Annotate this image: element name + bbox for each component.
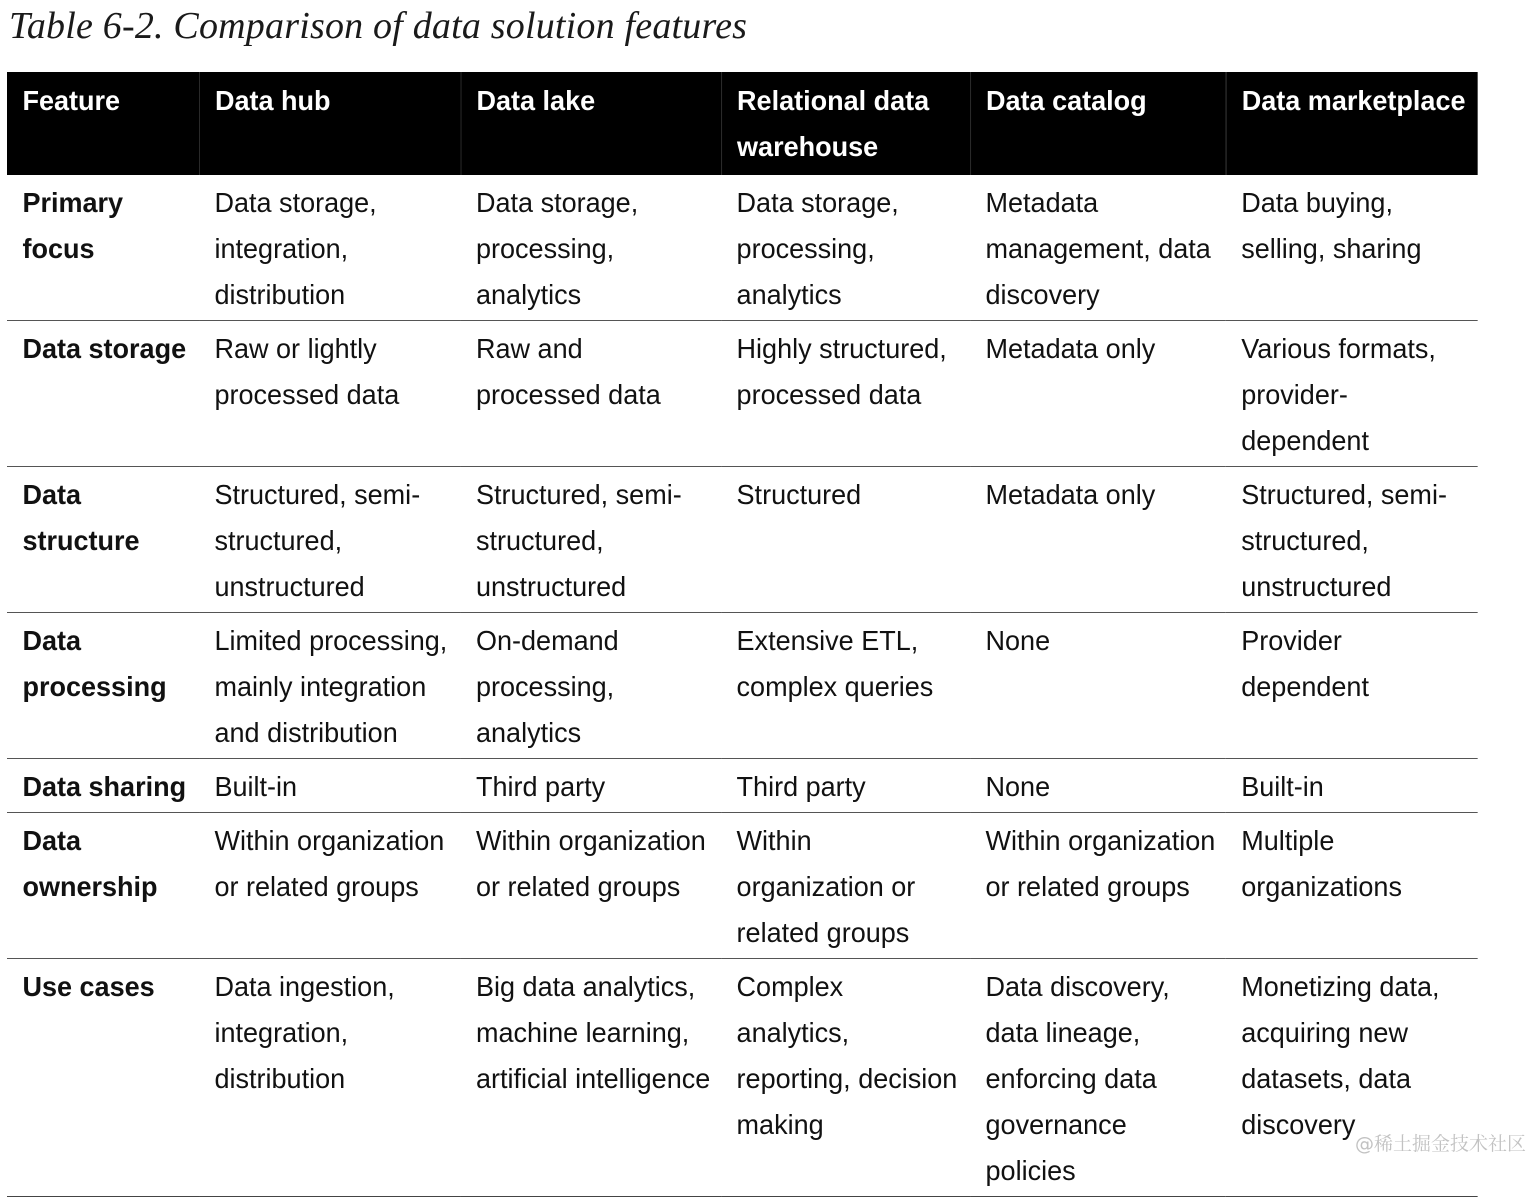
- table-cell: Multiple organizations: [1226, 813, 1478, 959]
- row-label: Data storage: [7, 321, 199, 467]
- table-cell: Structured: [721, 467, 970, 613]
- header-data-lake: Data lake: [461, 72, 722, 175]
- table-cell: Big data analytics, machine learning, artificial intelligence: [461, 959, 722, 1197]
- header-data-hub: Data hub: [199, 72, 461, 175]
- table-cell: Within organization or related groups: [461, 813, 722, 959]
- table-header-row: [7, 72, 1478, 175]
- table-cell: Structured, semi-structured, unstructured: [199, 467, 461, 613]
- table-cell: Data storage, processing, analytics: [461, 175, 722, 321]
- row-label: Data processing: [7, 613, 199, 759]
- table-row-use-cases: [7, 959, 1478, 1197]
- table-cell: Raw or lightly processed data: [199, 321, 461, 467]
- table-row-data-ownership: [7, 813, 1478, 959]
- table-cell: On-demand processing, analytics: [461, 613, 722, 759]
- table-cell: Raw and processed data: [461, 321, 722, 467]
- watermark: @稀土掘金技术社区: [1354, 1133, 1526, 1155]
- table-cell: None: [970, 613, 1226, 759]
- table-cell: Monetizing data, acquiring new datasets, data discovery: [1226, 959, 1478, 1197]
- table-cell: Structured, semi-structured, unstructured: [461, 467, 722, 613]
- table-cell: Structured, semi-structured, unstructured: [1226, 467, 1478, 613]
- table-cell: Data storage, processing, analytics: [721, 175, 970, 321]
- table-cell: Provider dependent: [1226, 613, 1478, 759]
- table-cell: Data ingestion, integration, distribution: [199, 959, 461, 1197]
- table-cell: Extensive ETL, complex queries: [721, 613, 970, 759]
- table-row-data-storage: [7, 321, 1478, 467]
- table-caption: Table 6-2. Comparison of data solution features: [9, 5, 748, 47]
- table-row-data-processing: [7, 613, 1478, 759]
- table-cell: Limited processing, mainly integration and distribution: [199, 613, 461, 759]
- row-label: Data ownership: [7, 813, 199, 959]
- row-label: Use cases: [7, 959, 199, 1197]
- table-cell: Within organization or related groups: [970, 813, 1226, 959]
- table-cell: None: [970, 759, 1226, 813]
- header-data-marketplace: Data marketplace: [1226, 72, 1478, 175]
- header-relational-data-warehouse: Relational data warehouse: [721, 72, 970, 175]
- table-cell: Metadata only: [970, 467, 1226, 613]
- table-cell: Data discovery, data lineage, enforcing data governance policies: [970, 959, 1226, 1197]
- table-cell: Various formats, provider-dependent: [1226, 321, 1478, 467]
- table-cell: Highly structured, processed data: [721, 321, 970, 467]
- table-cell: Metadata management, data discovery: [970, 175, 1226, 321]
- comparison-table: [7, 72, 1478, 1197]
- header-data-catalog: Data catalog: [970, 72, 1226, 175]
- table-row-data-structure: [7, 467, 1478, 613]
- table-cell: Within organization or related groups: [721, 813, 970, 959]
- table-row-data-sharing: [7, 759, 1478, 813]
- table-row-primary-focus: [7, 175, 1478, 321]
- table-cell: Third party: [721, 759, 970, 813]
- table-cell: Complex analytics, reporting, decision making: [721, 959, 970, 1197]
- row-label: Data sharing: [7, 759, 199, 813]
- table-cell: Within organization or related groups: [199, 813, 461, 959]
- table-cell: Data buying, selling, sharing: [1226, 175, 1478, 321]
- row-label: Data structure: [7, 467, 199, 613]
- table-cell: Third party: [461, 759, 722, 813]
- table-cell: Data storage, integration, distribution: [199, 175, 461, 321]
- row-label: Primary focus: [7, 175, 199, 321]
- table-cell: Built-in: [199, 759, 461, 813]
- header-feature: Feature: [22, 85, 121, 116]
- table-cell: Built-in: [1226, 759, 1478, 813]
- table-cell: Metadata only: [970, 321, 1226, 467]
